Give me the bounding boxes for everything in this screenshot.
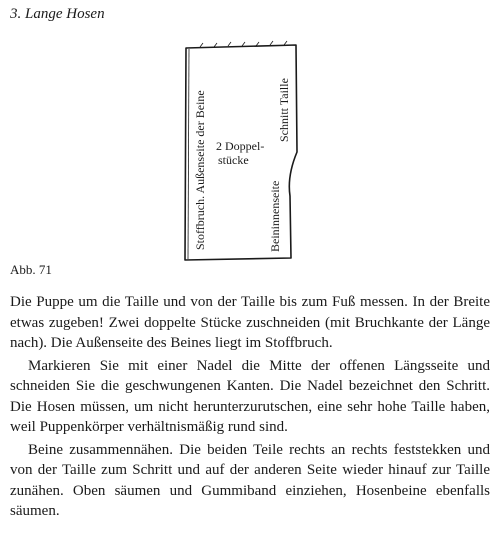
count-label-line1: 2 Doppel- <box>216 139 265 153</box>
instructions-text <box>10 292 490 522</box>
fold-edge-line <box>188 49 189 259</box>
paragraph: Beine zusammennähen. Die beiden Teile rechts an rechts feststekken und von der Taille zum Schritt und auf der anderen Seite wieder hinauf zur Taille zunähen. Oben säumen und Gummiband einziehen, Hosenbeine ebenfalls säumen. <box>10 441 490 519</box>
section-heading: 3. Lange Hosen <box>10 6 105 22</box>
figure-caption: Abb. 71 <box>10 262 52 277</box>
paragraph: Die Puppe um die Taille und von der Taille bis zum Fuß messen. In der Breite etwas zugeben! Zwei doppelte Stücke zuschneiden (mit Bruchkante der Länge nach). Die Außenseite des Beines liegt im Stoffbruch. <box>10 294 490 351</box>
inner-leg-label: Beininnenseite <box>268 180 282 252</box>
waist-cut-label: Schnitt Taille <box>277 78 291 142</box>
fold-side-label: Stoffbruch. Außenseite der Beine <box>193 90 207 250</box>
count-label-line2: stücke <box>218 153 249 167</box>
paragraph: Markieren Sie mit einer Nadel die Mitte der offenen Längsseite und schneiden Sie die geschwungenen Kanten. Die Nadel bezeichnet den Schritt. Die Hosen müssen, um nicht herunterzurutschen, eine sehr hohe Taille haben, weil Puppenkörper verhältnismäßig rund sind. <box>10 357 490 435</box>
